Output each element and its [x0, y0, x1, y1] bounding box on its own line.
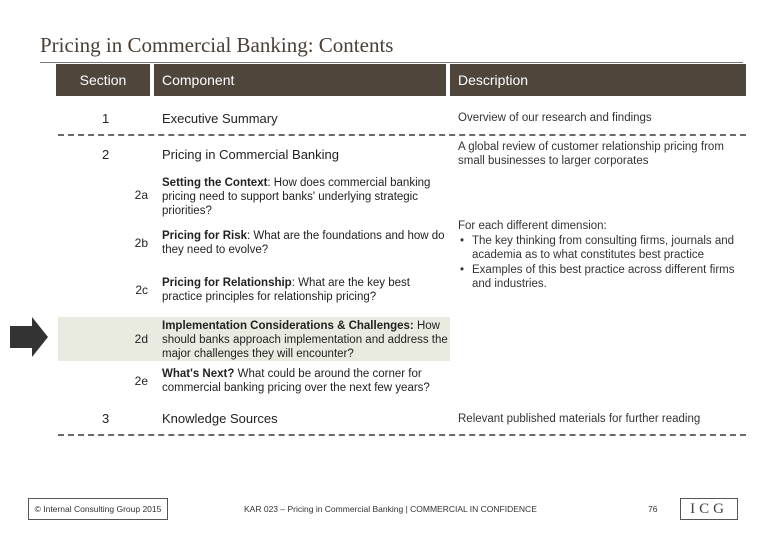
subsection-2a-text: : How does commercial banking pricing need to support banks' underlying strategic priorities? — [162, 177, 431, 217]
icg-logo: ICG — [680, 498, 738, 520]
header-section: Section — [56, 64, 150, 96]
subsection-2b-text: : What are the foundations and how do they need to evolve? — [162, 230, 445, 256]
subsection-number-2d: 2d — [134, 332, 148, 346]
header-description: Description — [450, 64, 746, 96]
subsections-description-intro: For each different dimension: — [458, 220, 607, 232]
subsections-description — [458, 219, 748, 292]
row-divider — [58, 434, 746, 436]
subsection-2e-title: What's Next? — [162, 368, 235, 380]
subsection-2d — [162, 319, 448, 361]
subsection-2c-text: : What are the key best practice principles for relationship pricing? — [162, 277, 410, 303]
description-executive-summary: Overview of our research and findings — [458, 112, 652, 124]
section-number-1: 1 — [102, 111, 110, 126]
subsection-number-2c: 2c — [135, 283, 148, 297]
component-pricing: Pricing in Commercial Banking — [162, 147, 340, 162]
footer-document-title: KAR 023 – Pricing in Commercial Banking | COMMERCIAL IN CONFIDENCE — [244, 504, 537, 514]
subsections-description-bullets — [458, 234, 748, 292]
description-pricing: A global review of customer relationship pricing from small businesses to larger corporates — [458, 141, 724, 167]
title-divider — [40, 62, 743, 63]
subsection-2a-title: Setting the Context — [162, 177, 268, 189]
page-title: Pricing in Commercial Banking: Contents — [40, 33, 394, 57]
page-number: 76 — [648, 504, 658, 514]
component-executive-summary: Executive Summary — [162, 111, 278, 126]
subsection-2c — [162, 276, 448, 304]
bullet-item: • Examples of this best practice across different firms and industries. — [472, 263, 748, 292]
subsection-number-2a: 2a — [134, 188, 148, 202]
bullet-item: • The key thinking from consulting firms, journals and academia as to what constitutes best practice — [472, 234, 748, 263]
description-knowledge-sources: Relevant published materials for further reading — [458, 413, 701, 425]
subsection-2d-text: How should banks approach implementation and address the major challenges they will encounter? — [162, 320, 448, 360]
arrow-right-icon — [10, 317, 48, 357]
footer-copyright: © Internal Consulting Group 2015 — [28, 498, 168, 520]
subsection-2b-title: Pricing for Risk — [162, 230, 247, 242]
subsection-2c-title: Pricing for Relationship — [162, 277, 292, 289]
component-knowledge-sources: Knowledge Sources — [162, 411, 278, 426]
subsection-2d-title: Implementation Considerations & Challenges: — [162, 320, 414, 332]
subsection-2b — [162, 229, 448, 257]
subsection-2e-text: What could be around the corner for commercial banking pricing over the next few years? — [162, 368, 430, 394]
section-number-3: 3 — [102, 411, 110, 426]
section-number-2: 2 — [102, 147, 110, 162]
row-divider — [58, 134, 746, 136]
header-component: Component — [154, 64, 446, 96]
subsection-number-2e: 2e — [134, 374, 148, 388]
subsection-2a — [162, 176, 448, 218]
subsection-number-2b: 2b — [134, 236, 148, 250]
subsection-2e — [162, 367, 448, 395]
